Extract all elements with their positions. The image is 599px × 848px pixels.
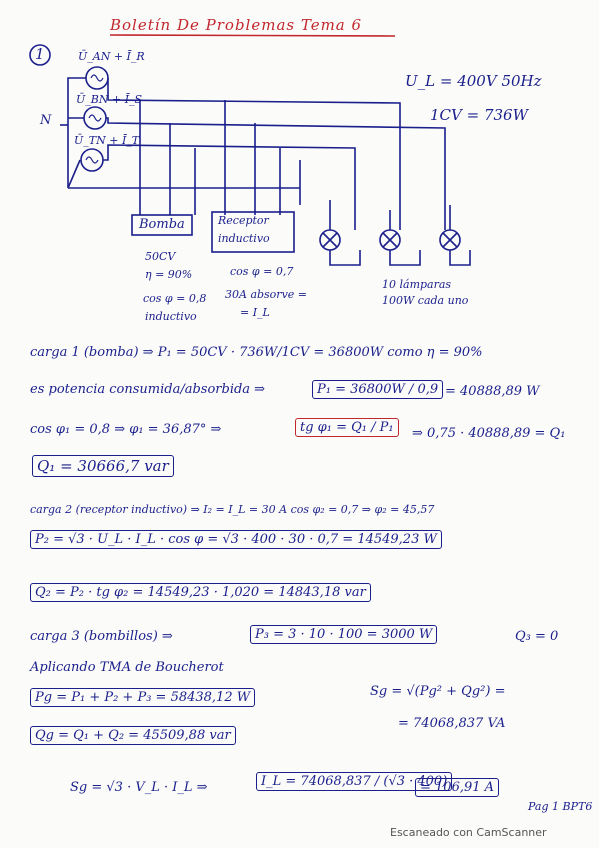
- pump-spec-4: inductivo: [145, 310, 197, 323]
- pump-spec-2: η = 90%: [145, 268, 193, 281]
- line-7-box: Q₂ = P₂ · tg φ₂ = 14549,23 · 1,020 = 14843,18 var: [30, 583, 371, 602]
- line-6-box: P₂ = √3 · U_L · I_L · cos φ = √3 · 400 · 30 · 0,7 = 14549,23 W: [30, 530, 442, 549]
- load2-label-1: Receptor: [218, 214, 269, 227]
- line-8-box: P₃ = 3 · 10 · 100 = 3000 W: [250, 625, 437, 644]
- line-1: carga 1 (bomba) ⇒ P₁ = 50CV · 736W/1CV = 36800W como η = 90%: [30, 345, 483, 360]
- pump-spec-3: cos φ = 0,8: [143, 292, 207, 305]
- receiver-spec-2: 30A absorve =: [225, 288, 308, 301]
- neutral-label: N: [40, 113, 52, 128]
- line-8: carga 3 (bombillos) ⇒: [30, 629, 173, 644]
- scanner-footer: Escaneado con CamScanner: [390, 826, 547, 839]
- line-9: Aplicando TMA de Boucherot: [30, 660, 224, 675]
- line-10-side: Sg = √(Pg² + Qg²) =: [370, 684, 506, 699]
- line-5: carga 2 (receptor inductivo) ⇒ I₂ = I_L = 30 A cos φ₂ = 0,7 ⇒ φ₂ = 45,57: [30, 503, 435, 516]
- line-12: Sg = √3 · V_L · I_L ⇒: [70, 780, 208, 795]
- lamps-note-1: 10 lámparas: [382, 278, 452, 291]
- line-2-result: = 40888,89 W: [445, 384, 540, 399]
- line-3-box: tg φ₁ = Q₁ / P₁: [295, 418, 399, 437]
- source-r-label: Ū_AN + Ī_R: [78, 50, 145, 63]
- load1-label: Bomba: [139, 217, 185, 232]
- source-s-label: Ū_BN + Ī_S: [76, 93, 143, 106]
- line-12-result: = 106,91 A: [415, 778, 499, 797]
- line-8-rest: Q₃ = 0: [515, 629, 559, 644]
- pump-spec-1: 50CV: [145, 250, 176, 263]
- page-title: Boletín De Problemas Tema 6: [110, 16, 363, 34]
- line-4-box: Q₁ = 30666,7 var: [32, 455, 174, 477]
- line-3-rest: ⇒ 0,75 · 40888,89 = Q₁: [412, 426, 566, 441]
- problem-number: 1: [35, 45, 45, 63]
- given-cv: 1CV = 736W: [430, 106, 529, 124]
- line-2-box: P₁ = 36800W / 0,9: [312, 380, 443, 399]
- lamps-note-2: 100W cada uno: [382, 294, 469, 307]
- line-3: cos φ₁ = 0,8 ⇒ φ₁ = 36,87° ⇒: [30, 422, 222, 437]
- receiver-spec-3: = I_L: [240, 306, 270, 319]
- given-voltage: U_L = 400V 50Hz: [405, 72, 542, 90]
- receiver-spec-1: cos φ = 0,7: [230, 265, 294, 278]
- page-reference: Pag 1 BPT6: [528, 800, 593, 813]
- line-2: es potencia consumida/absorbida ⇒: [30, 382, 266, 397]
- load2-label-2: inductivo: [218, 232, 270, 245]
- line-12-box: I_L = 74068,837 / (√3 · 400): [256, 772, 452, 791]
- line-11-side: = 74068,837 VA: [398, 716, 506, 731]
- line-10-box: Pg = P₁ + P₂ + P₃ = 58438,12 W: [30, 688, 255, 707]
- line-11-box: Qg = Q₁ + Q₂ = 45509,88 var: [30, 726, 236, 745]
- source-t-label: Ū_TN + Ī_T: [74, 134, 140, 147]
